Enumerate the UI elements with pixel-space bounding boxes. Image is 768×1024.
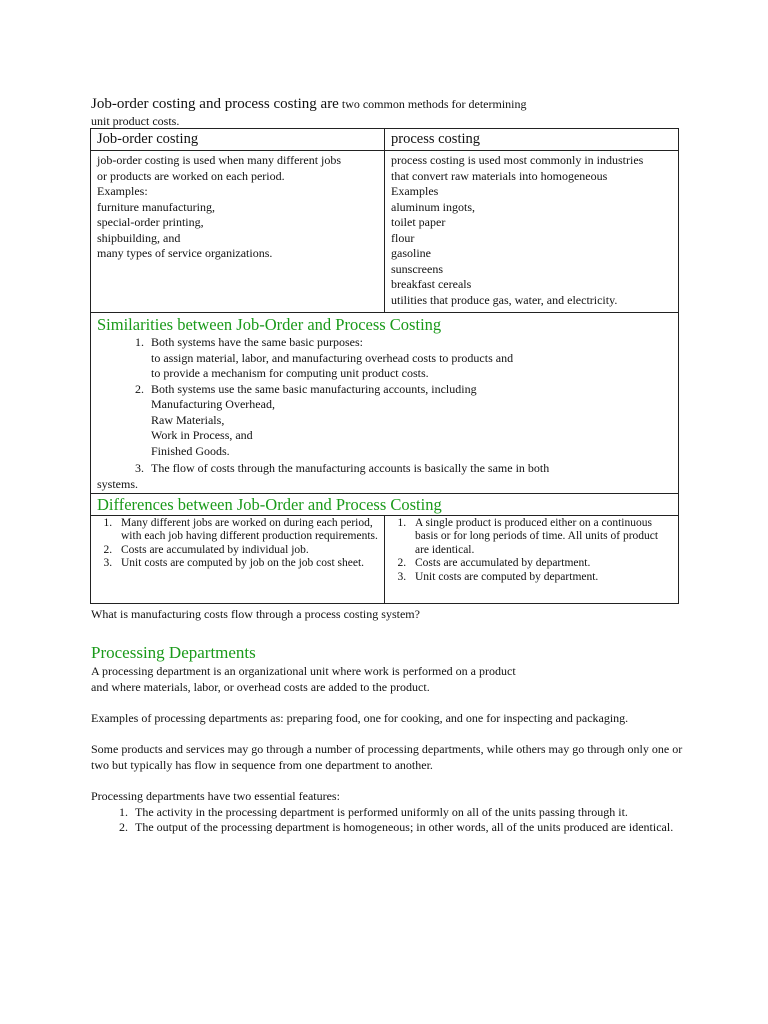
job-order-differences-list: [93, 517, 380, 571]
line: sunscreens: [391, 261, 443, 276]
list-item: 3. Unit costs are computed by job on the job cost sheet.: [115, 557, 380, 571]
processing-departments-heading: Processing Departments: [91, 643, 256, 662]
differences-heading-row: [91, 493, 679, 515]
comparison-table: [90, 128, 679, 604]
table-header-row: [91, 129, 679, 151]
line: aluminum ingots,: [391, 199, 475, 214]
differences-process: [385, 515, 679, 603]
list-item: 3. Unit costs are computed by department.: [409, 571, 674, 585]
line: special-order printing,: [97, 215, 204, 229]
similarities-tail: systems.: [97, 476, 139, 491]
list-item: 1. Many different jobs are worked on during each period, with each job having different production requirements.: [115, 517, 380, 544]
processing-flow: Some products and services may go through a number of processing departments, while others may go through only one or two but typically has flow in sequence from one department to another.: [91, 742, 683, 772]
intro-lead: Job-order costing and process costing are: [91, 96, 339, 112]
similarities-cell: [91, 313, 679, 494]
line: Examples:: [97, 184, 148, 198]
line: Examples: [391, 184, 439, 198]
intro-rest: two common methods for determining: [338, 97, 527, 111]
list-item: 2. Both systems use the same basic manufacturing accounts, including Manufacturing Overhead, Raw Materials, Work in Process, and Finished Goods.: [147, 382, 674, 460]
line: or products are worked on each period.: [97, 168, 285, 183]
list-item: 1. A single product is produced either on a continuous basis or for long periods of time. All units of product are identical.: [409, 517, 674, 558]
header-process: process costing: [385, 129, 679, 151]
question-text: What is manufacturing costs flow through a process costing system?: [91, 607, 420, 621]
features-list: [91, 805, 683, 836]
intro-rest-line2: unit product costs.: [91, 113, 180, 128]
processing-examples: Examples of processing departments as: preparing food, one for cooking, and one for inspecting and packaging.: [91, 711, 629, 725]
differences-job-order: [91, 515, 385, 603]
line: flour: [391, 230, 415, 245]
list-item: 2. The output of the processing department is homogeneous; in other words, all of the units produced are identical.: [131, 820, 683, 836]
process-differences-list: [387, 517, 674, 585]
process-definition: [385, 151, 679, 313]
processing-features: [91, 789, 683, 836]
line: toilet paper: [391, 215, 446, 229]
list-item: 2. Costs are accumulated by department.: [409, 557, 674, 571]
list-item: 3. The flow of costs through the manufacturing accounts is basically the same in both: [147, 461, 674, 477]
processing-definition: A processing department is an organizational unit where work is performed on a product and where materials, labor, or overhead costs are added to the product.: [91, 664, 516, 694]
line: many types of service organizations.: [97, 246, 273, 260]
header-job-order: Job-order costing: [91, 129, 385, 151]
line: gasoline: [391, 246, 431, 260]
differences-heading: Differences between Job-Order and Process Costing: [97, 494, 442, 514]
line: breakfast cereals: [391, 277, 472, 291]
similarities-row: [91, 313, 679, 494]
line: that convert raw materials into homogeneous: [391, 168, 608, 183]
differences-heading-cell: [91, 493, 679, 515]
line: furniture manufacturing,: [97, 199, 215, 214]
similarities-heading: Similarities between Job-Order and Process Costing: [97, 315, 442, 334]
line: utilities that produce gas, water, and electricity.: [391, 292, 618, 307]
differences-row: [91, 515, 679, 603]
features-intro: Processing departments have two essential features:: [91, 789, 340, 803]
line: process costing is used most commonly in industries: [391, 153, 644, 167]
list-item: 1. Both systems have the same basic purposes: to assign material, labor, and manufacturing overhead costs to products and to provide a mechanism for computing unit product costs.: [147, 335, 674, 382]
list-item: 2. Costs are accumulated by individual job.: [115, 544, 380, 558]
list-item: 1. The activity in the processing department is performed uniformly on all of the units passing through it.: [131, 805, 683, 821]
line: job-order costing is used when many different jobs: [97, 153, 342, 167]
intro-paragraph: [91, 96, 691, 130]
similarities-list: [97, 335, 674, 477]
line: shipbuilding, and: [97, 230, 181, 245]
job-order-definition: [91, 151, 385, 313]
definitions-row: [91, 151, 679, 313]
